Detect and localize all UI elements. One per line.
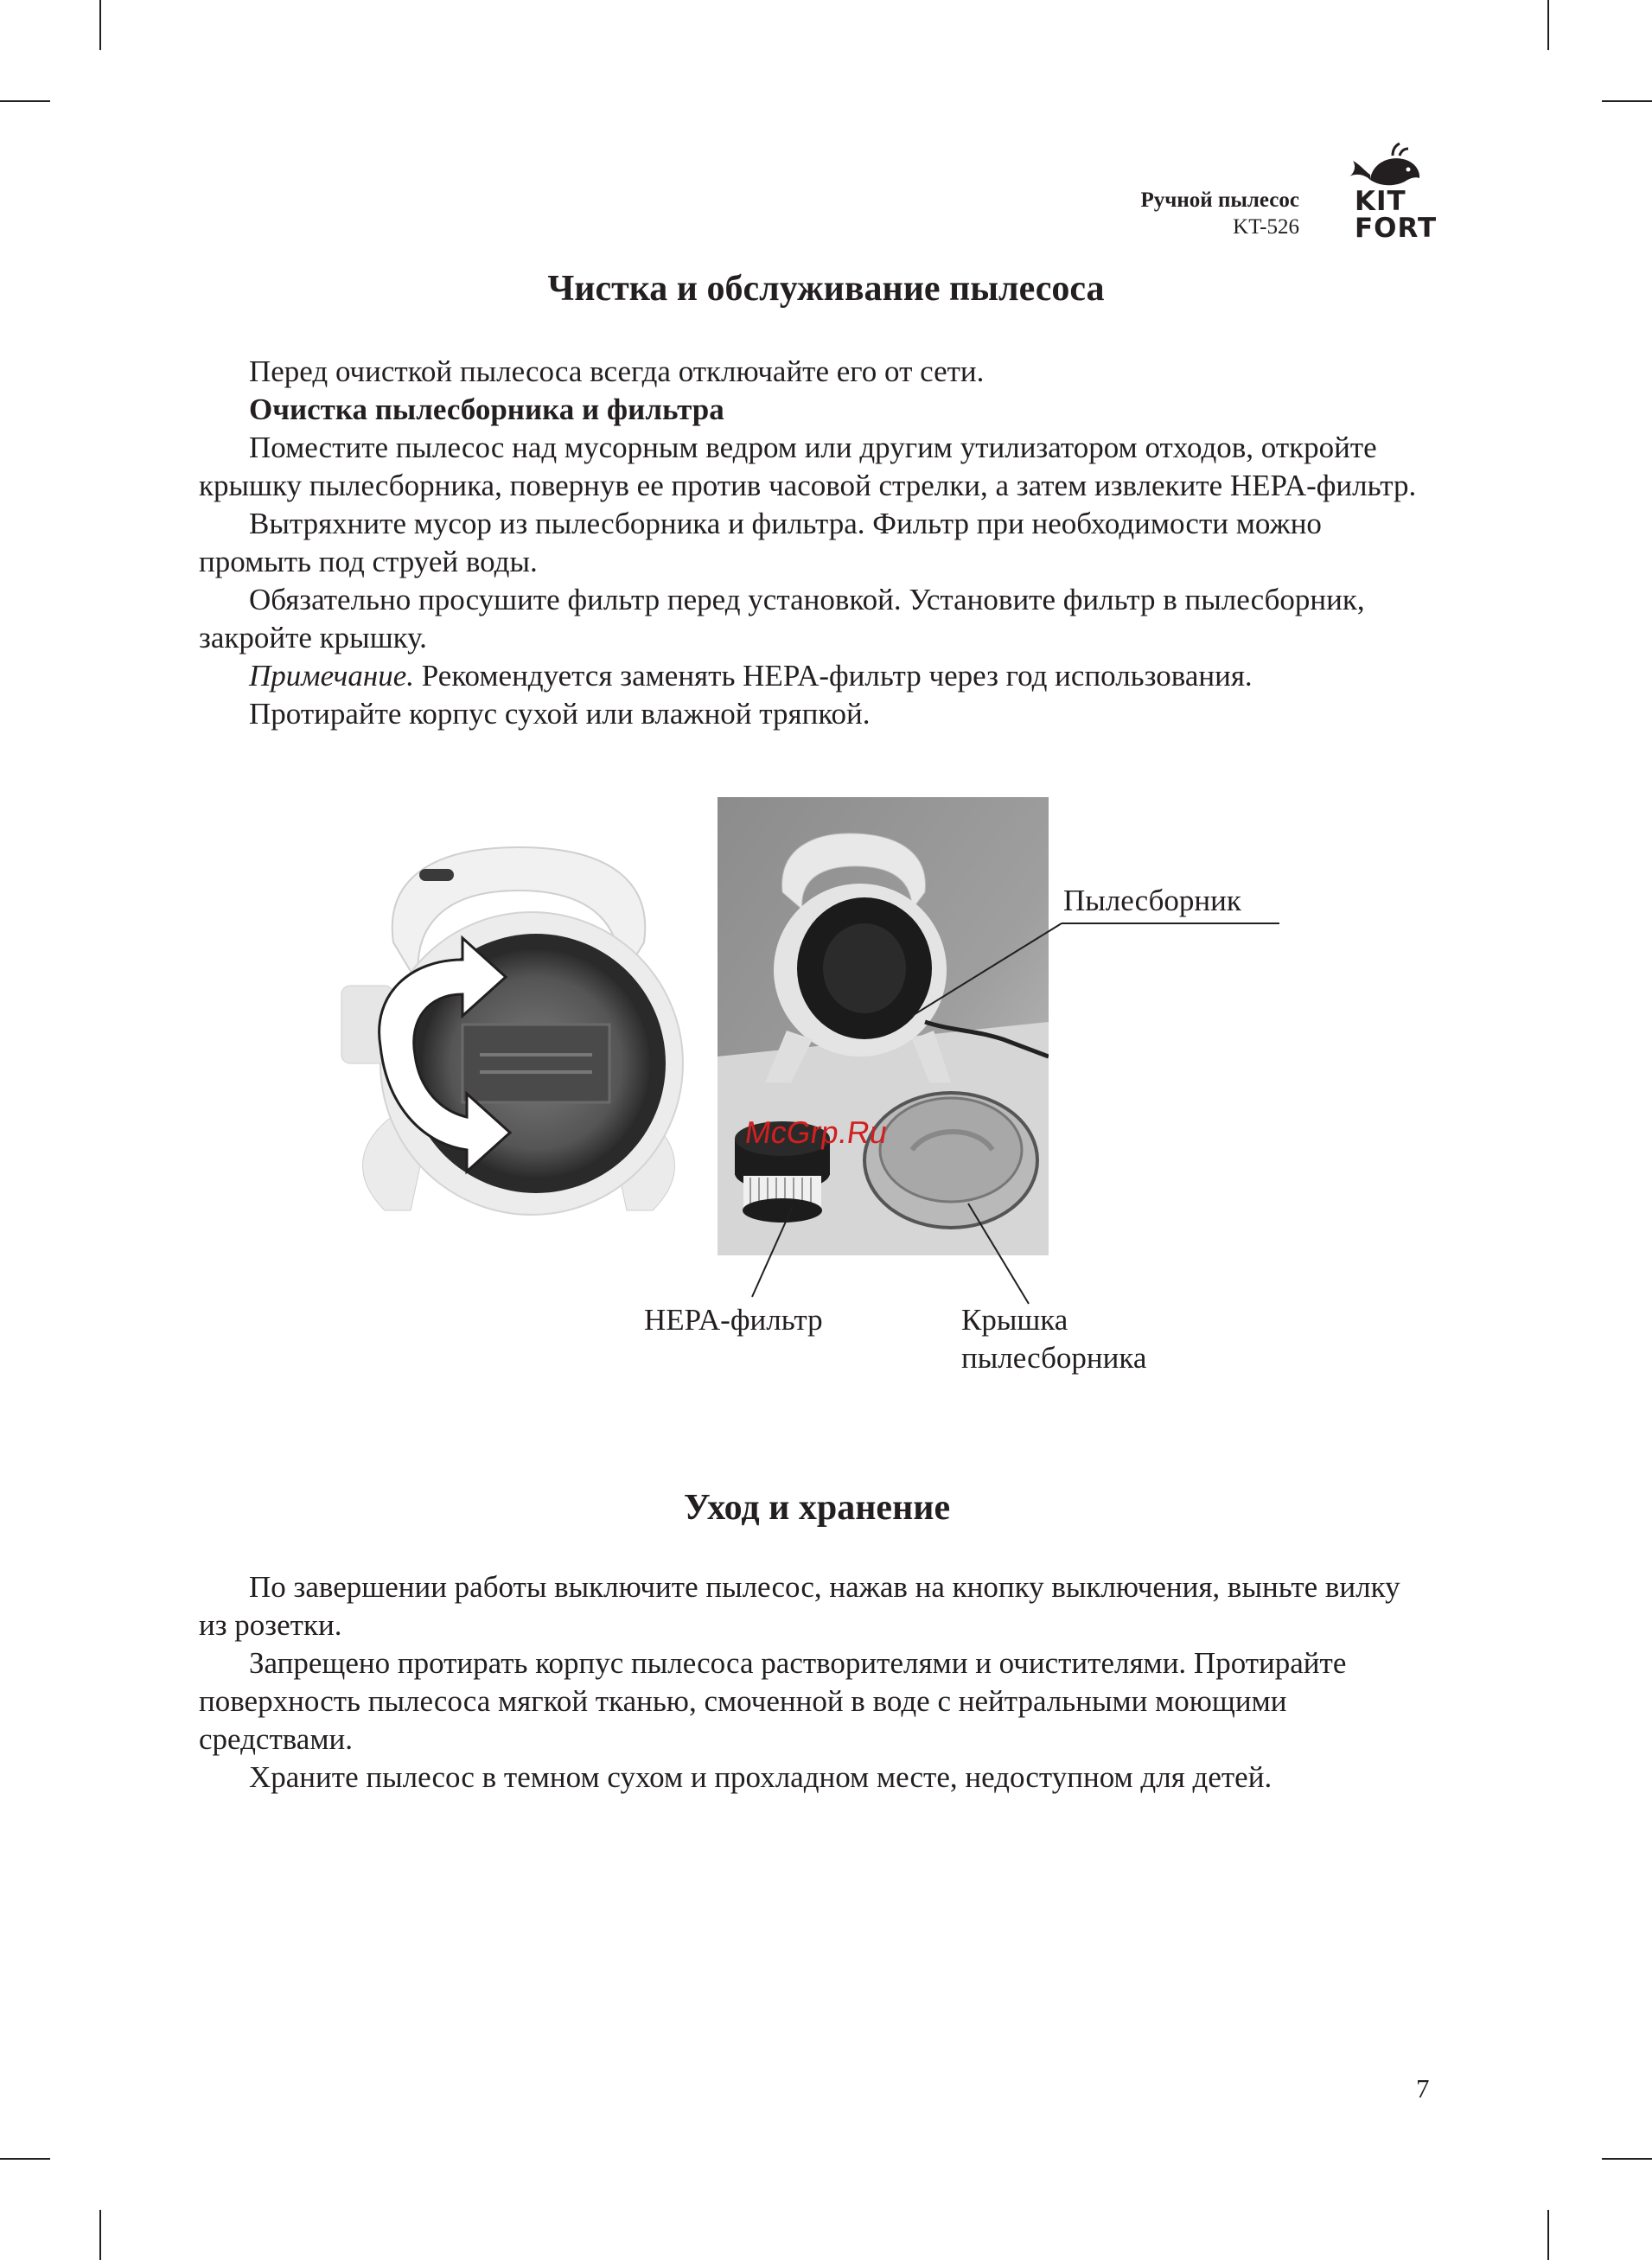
logo-word-fort: FORT <box>1355 213 1438 244</box>
page-number: 7 <box>1416 2073 1430 2104</box>
paragraph: Запрещено протирать корпус пылесоса растворителями и очистителями. Протирайте поверхность пылесоса мягкой тканью, смоченной в воде с нейтральными моющими средствами. <box>199 1646 1347 1756</box>
label-lid-line: Крышка <box>961 1303 1068 1337</box>
subheading-dust-filter: Очистка пылесборника и фильтра <box>249 393 724 426</box>
paragraph: Храните пылесос в темном сухом и прохладном месте, недоступном для детей. <box>249 1760 1272 1794</box>
note-text: Рекомендуется заменять HEPA-фильтр через год использования. <box>414 659 1253 693</box>
section-title-cleaning: Чистка и обслуживание пылесоса <box>547 269 1105 309</box>
label-dust-container: Пылесборник <box>1063 884 1241 917</box>
section-title-care-storage: Уход и хранение <box>683 1488 951 1528</box>
watermark: McGrp.Ru <box>743 1114 890 1150</box>
paragraph: Перед очисткой пылесоса всегда отключайте его от сети. <box>249 354 985 388</box>
product-name: Ручной пылесос <box>1140 188 1299 212</box>
paragraph: Поместите пылесос над мусорным ведром или другим утилизатором отходов, откройте крышку пылесборника, повернув ее против часовой стрелки, а затем извлеките HEPA-фильтр. <box>199 431 1417 502</box>
paragraph: По завершении работы выключите пылесос, нажав на кнопку выключения, выньте вилку из розетки. <box>199 1570 1400 1642</box>
paragraph: Протирайте корпус сухой или влажной тряпкой. <box>249 697 871 731</box>
care-text <box>199 1568 1418 1797</box>
label-lid-line: пылесборника <box>961 1341 1147 1375</box>
paragraph: Обязательно просушите фильтр перед установкой. Установите фильтр в пылесборник, закройте крышку. <box>199 583 1365 654</box>
label-hepa-filter: HEPA-фильтр <box>644 1303 823 1337</box>
label-container-lid <box>961 1301 1146 1377</box>
product-model: KT-526 <box>1233 215 1299 239</box>
logo-word-kit: KIT <box>1355 186 1406 217</box>
paragraph: Вытряхните мусор из пылесборника и фильтра. Фильтр при необходимости можно промыть под струей воды. <box>199 507 1322 578</box>
note-label: Примечание. <box>249 659 415 693</box>
